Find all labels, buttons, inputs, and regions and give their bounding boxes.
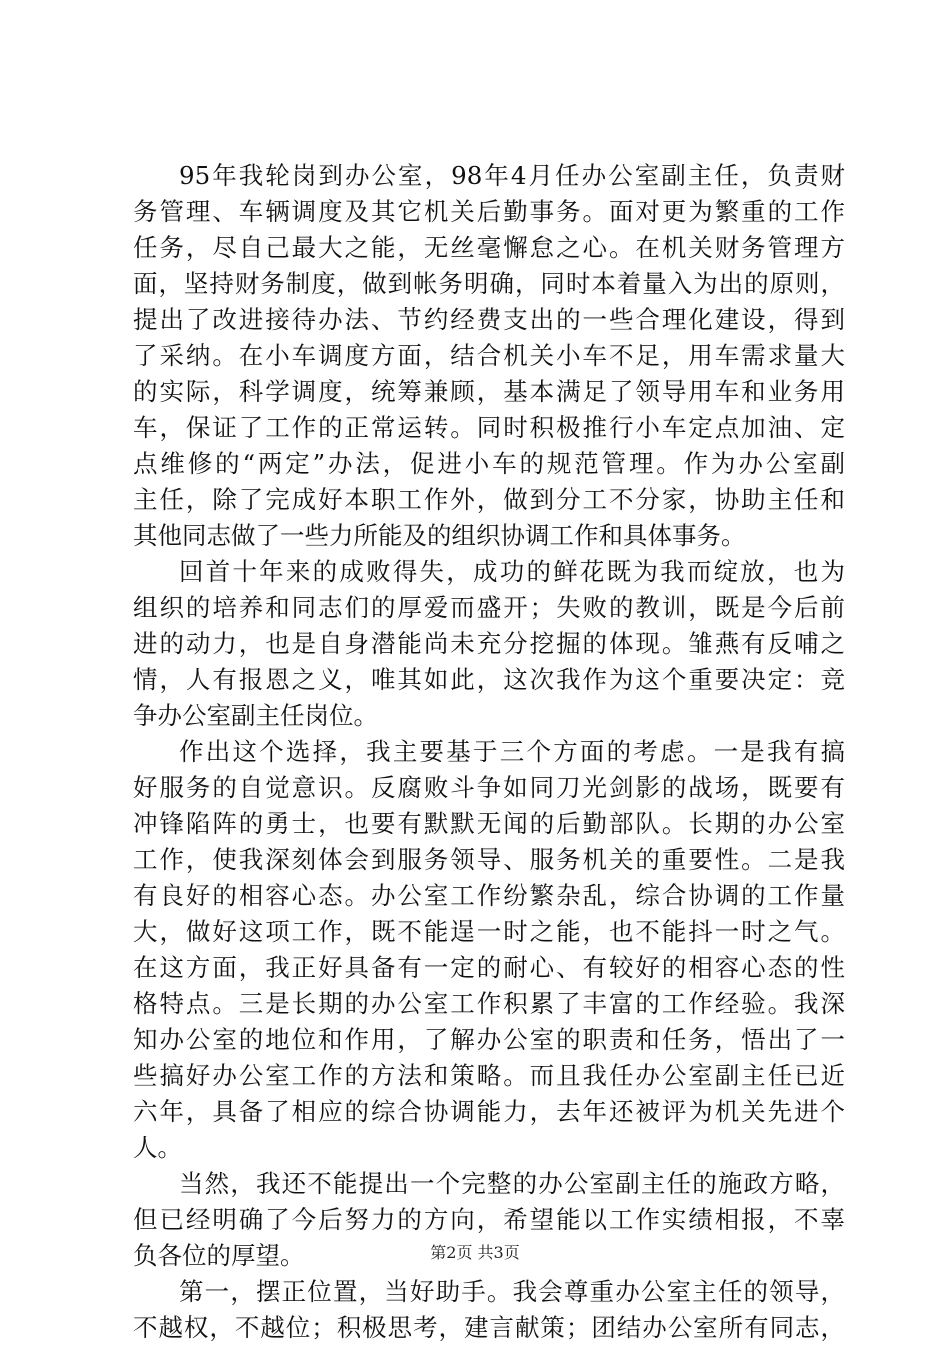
text-line: 当然，我还不能提出一个完整的办公室副主任的施政方略， — [179, 1169, 845, 1198]
text-line: 好服务的自觉意识。反腐败斗争如同刀光剑影的战场，既要有 — [133, 773, 845, 802]
text-line: 回首十年来的成败得失，成功的鲜花既为我而绽放，也为 — [179, 557, 845, 586]
text-line: 车，保证了工作的正常运转。同时积极推行小车定点加油、定 — [133, 413, 845, 442]
text-line: 但已经明确了今后努力的方向，希望能以工作实绩相报，不辜 — [133, 1205, 845, 1234]
text-line: 在这方面，我正好具备有一定的耐心、有较好的相容心态的性 — [133, 953, 845, 982]
paragraph-1 — [133, 158, 845, 554]
text-line: 提出了改进接待办法、节约经费支出的一些合理化建设，得到 — [133, 305, 845, 334]
text-line: 人。 — [133, 1133, 182, 1162]
text-line: 情，人有报恩之义，唯其如此，这次我作为这个重要决定：竞 — [133, 665, 845, 694]
text-line: 的实际，科学调度，统筹兼顾，基本满足了领导用车和业务用 — [133, 377, 845, 406]
text-line: 作出这个选择，我主要基于三个方面的考虑。一是我有搞 — [179, 737, 845, 766]
text-line: 格特点。三是长期的办公室工作积累了丰富的工作经验。我深 — [133, 989, 845, 1018]
text-line: 了采纳。在小车调度方面，结合机关小车不足，用车需求量大 — [133, 341, 845, 370]
paragraph-2 — [133, 554, 845, 734]
text-line: 工作，使我深刻体会到服务领导、服务机关的重要性。二是我 — [133, 845, 845, 874]
text-line: 95年我轮岗到办公室，98年4月任办公室副主任，负责财 — [179, 161, 845, 190]
text-line: 第一，摆正位置，当好助手。我会尊重办公室主任的领导， — [179, 1277, 845, 1306]
text-line: 主任，除了完成好本职工作外，做到分工不分家，协助主任和 — [133, 485, 845, 514]
text-line: 不越权，不越位；积极思考，建言献策；团结办公室所有同志， — [133, 1313, 845, 1342]
page-number-footer: 第2页 共3页 — [430, 1243, 520, 1262]
paragraph-5 — [133, 1274, 845, 1346]
paragraph-3 — [133, 734, 845, 1166]
text-line: 务管理、车辆调度及其它机关后勤事务。面对更为繁重的工作 — [133, 197, 845, 226]
text-line: 面，坚持财务制度，做到帐务明确，同时本着量入为出的原则， — [133, 269, 845, 298]
text-line: 负各位的厚望。 — [133, 1241, 305, 1270]
text-line: 有良好的相容心态。办公室工作纷繁杂乱，综合协调的工作量 — [133, 881, 845, 910]
text-line: 冲锋陷阵的勇士，也要有默默无闻的后勤部队。长期的办公室 — [133, 809, 845, 838]
text-line: 点维修的“两定”办法，促进小车的规范管理。作为办公室副 — [133, 449, 845, 478]
text-line: 些搞好办公室工作的方法和策略。而且我任办公室副主任已近 — [133, 1061, 845, 1090]
text-line: 组织的培养和同志们的厚爱而盛开；失败的教训，既是今后前 — [133, 593, 845, 622]
text-line: 争办公室副主任岗位。 — [133, 701, 378, 730]
document-body — [133, 158, 845, 1346]
text-line: 进的动力，也是自身潜能尚未充分挖掘的体现。雏燕有反哺之 — [133, 629, 845, 658]
text-line: 六年，具备了相应的综合协调能力，去年还被评为机关先进个 — [133, 1097, 845, 1126]
text-line: 知办公室的地位和作用，了解办公室的职责和任务，悟出了一 — [133, 1025, 845, 1054]
text-line: 大，做好这项工作，既不能逞一时之能，也不能抖一时之气。 — [133, 917, 845, 946]
text-line: 其他同志做了一些力所能及的组织协调工作和具体事务。 — [133, 521, 746, 550]
text-line: 任务，尽自己最大之能，无丝毫懈怠之心。在机关财务管理方 — [133, 233, 845, 262]
